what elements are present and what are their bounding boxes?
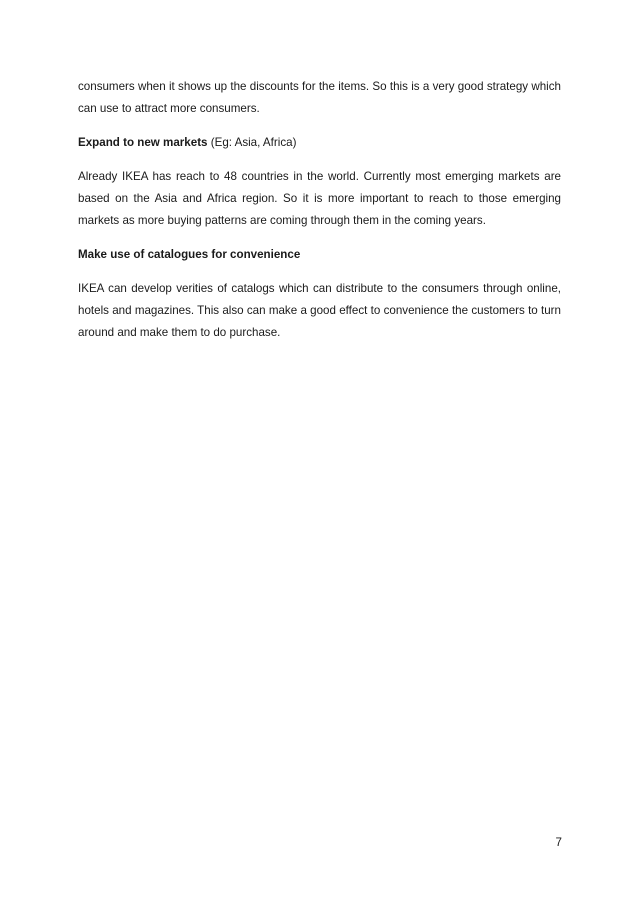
- section-heading-bold: Make use of catalogues for convenience: [78, 248, 301, 261]
- page-content: [78, 76, 561, 356]
- section-heading-note: (Eg: Asia, Africa): [207, 136, 297, 149]
- paragraph-catalogues: IKEA can develop verities of catalogs which can distribute to the consumers through online, hotels and magazines. This also can make a good effect to convenience the customers to turn around and make them to do purchase.: [78, 282, 561, 339]
- section-heading-catalogues: [78, 244, 561, 266]
- paragraph-continuation: consumers when it shows up the discounts for the items. So this is a very good strategy which can use to attract more consumers.: [78, 80, 561, 115]
- page-number: 7: [555, 836, 562, 849]
- paragraph-expand-markets: Already IKEA has reach to 48 countries in the world. Currently most emerging markets are based on the Asia and Africa region. So it is more important to reach to those emerging markets as more buying patterns are coming through them in the coming years.: [78, 170, 561, 227]
- section-heading-bold: Expand to new markets: [78, 136, 208, 149]
- section-heading-expand-markets: [78, 132, 561, 154]
